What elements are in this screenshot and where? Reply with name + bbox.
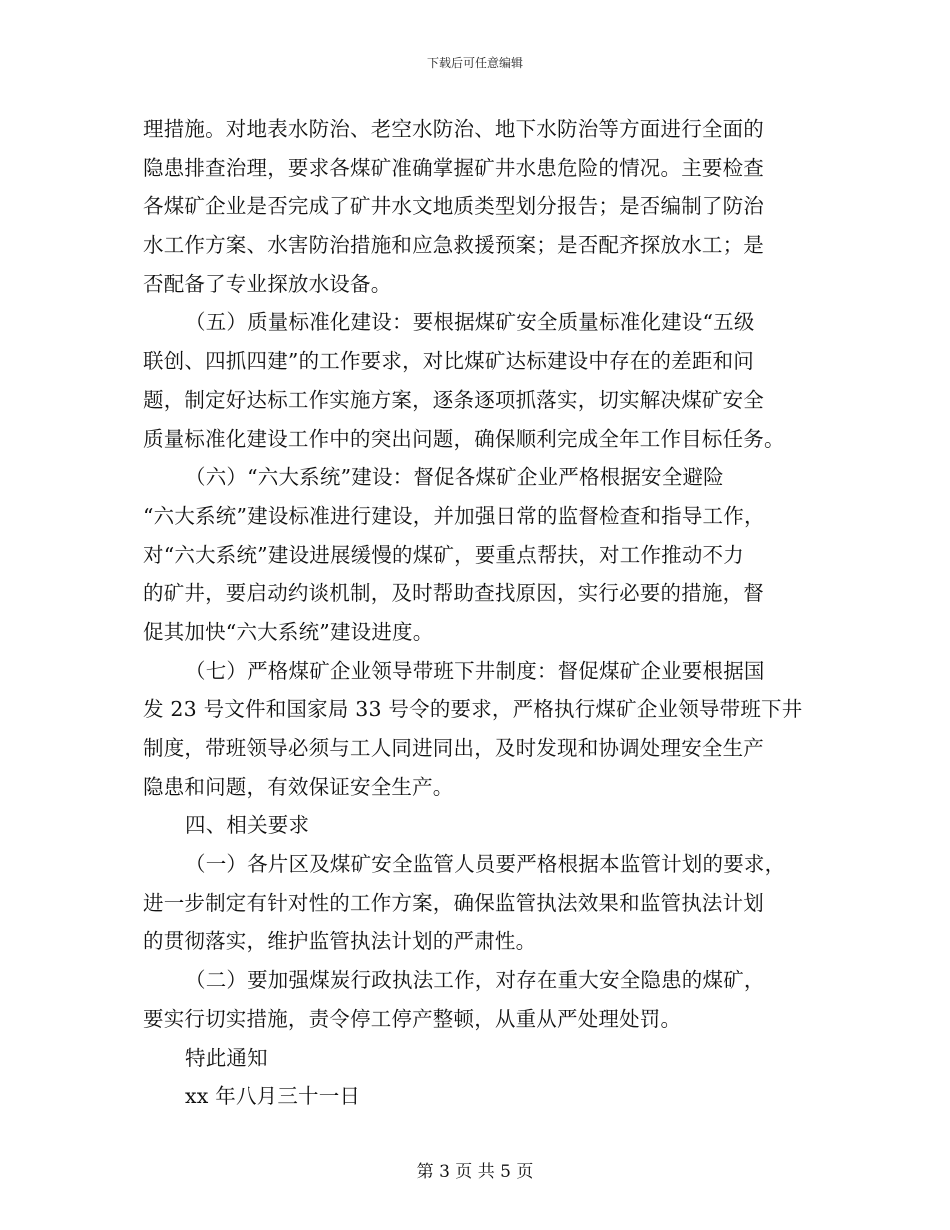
text-line: 进一步制定有针对性的工作方案，确保监管执法效果和监管执法计划 (143, 890, 764, 915)
requirement-one: （一）各片区及煤矿安全监管人员要严格根据本监管计划的要求， (185, 852, 786, 877)
text-line: 的贯彻落实，维护监管执法计划的严肃性。 (143, 929, 537, 954)
text-line: 的矿井，要启动约谈机制，及时帮助查找原因，实行必要的措施，督 (143, 581, 764, 606)
requirement-two: （二）要加强煤炭行政执法工作，对存在重大安全隐患的煤矿， (185, 968, 765, 993)
text-line: 隐患排查治理，要求各煤矿准确掌握矿井水患危险的情况。主要检查 (143, 155, 764, 180)
text-line: 发 23 号文件和国家局 33 号令的要求，严格执行煤矿企业领导带班下井 (143, 697, 803, 722)
text-line: 促其加快“六大系统”建设进度。 (143, 619, 434, 644)
paragraph-five-heading: （五）质量标准化建设：要根据煤矿安全质量标准化建设“五级 (185, 310, 755, 335)
text-line: 制度，带班领导必须与工人同进同出，及时发现和协调处理安全生产 (143, 736, 764, 760)
document-date: xx 年八月三十一日 (185, 1084, 361, 1109)
text-line: 水工作方案、水害防治措施和应急救援预案；是否配齐探放水工；是 (143, 233, 764, 258)
text-line: 对“六大系统”建设进展缓慢的煤矿，要重点帮扶，对工作推动不力 (143, 542, 744, 567)
text-line: 要实行切实措施，责令停工停产整顿，从重从严处理处罚。 (143, 1006, 682, 1031)
text-line: 否配备了专业探放水设备。 (143, 271, 392, 296)
page-header: 下载后可任意编辑 (426, 56, 523, 70)
text-line: 题，制定好达标工作实施方案，逐条逐项抓落实，切实解决煤矿安全 (143, 387, 764, 412)
document-body (143, 110, 811, 1116)
text-line: 各煤矿企业是否完成了矿井水文地质类型划分报告；是否编制了防治 (143, 194, 764, 219)
text-line: 质量标准化建设工作中的突出问题，确保顺利完成全年工作目标任务。 (143, 426, 785, 451)
paragraph-seven-heading: （七）严格煤矿企业领导带班下井制度：督促煤矿企业要根据国 (185, 658, 765, 683)
section-four-heading: 四、相关要求 (185, 813, 310, 838)
text-line: 理措施。对地表水防治、老空水防治、地下水防治等方面进行全面的 (143, 117, 764, 141)
text-line: “六大系统”建设标准进行建设，并加强日常的监督检查和指导工作， (143, 503, 765, 528)
notice-closing: 特此通知 (185, 1045, 268, 1070)
page-number-footer: 第 3 页 共 5 页 (416, 1162, 534, 1182)
text-line: 隐患和问题，有效保证安全生产。 (143, 774, 454, 799)
paragraph-six-heading: （六）“六大系统”建设：督促各煤矿企业严格根据安全避险 (185, 465, 724, 490)
text-line: 联创、四抓四建”的工作要求，对比煤矿达标建设中存在的差距和问 (143, 349, 754, 374)
